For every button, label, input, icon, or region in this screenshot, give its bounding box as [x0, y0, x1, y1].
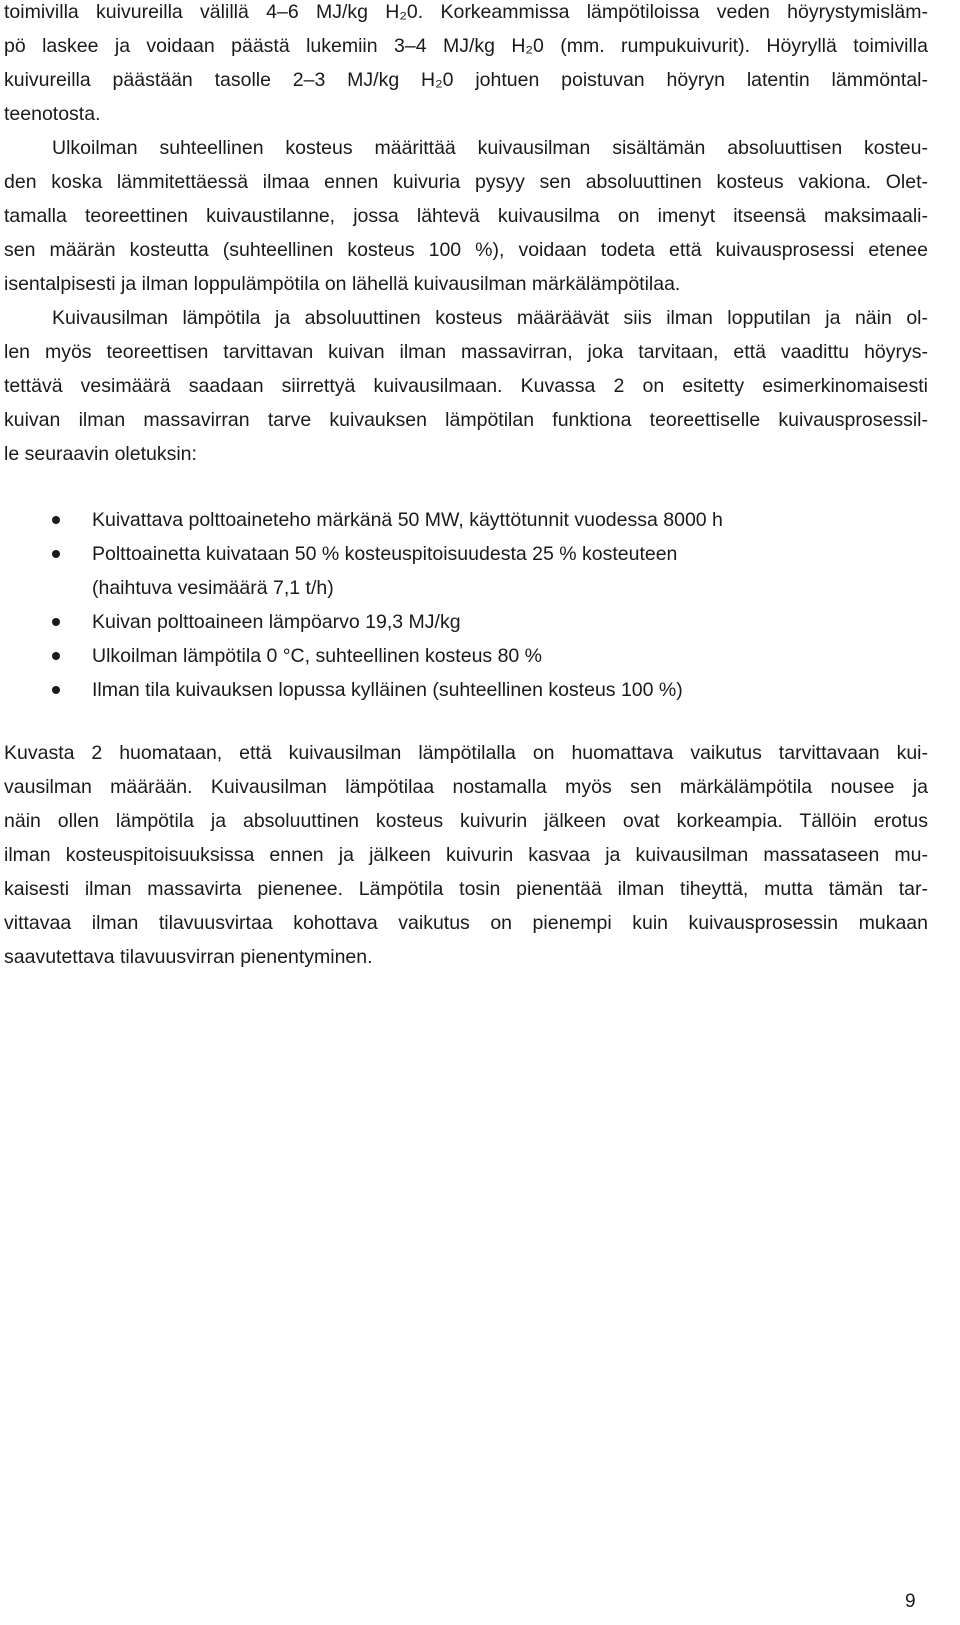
text-line: toimivilla kuivureilla välillä 4–6 MJ/kg H₂0. Korkeammissa lämpötiloissa veden höyrystymisläm- — [4, 1, 928, 23]
list-item-text: Polttoainetta kuivataan 50 % kosteuspitoisuudesta 25 % kosteuteen — [92, 543, 678, 565]
bullet-icon — [52, 550, 60, 558]
list-item-text: (haihtuva vesimäärä 7,1 t/h) — [92, 577, 334, 599]
text-line: kaisesti ilman massavirta pienenee. Lämpötila tosin pienentää ilman tiheyttä, mutta tämän tar- — [4, 878, 928, 900]
text-line: ilman kosteuspitoisuuksissa ennen ja jälkeen kuivurin kasvaa ja kuivausilman massataseen mu- — [4, 844, 928, 866]
list-item-text: Kuivattava polttoaineteho märkänä 50 MW, käyttötunnit vuodessa 8000 h — [92, 509, 723, 531]
text-line: Kuvasta 2 huomataan, että kuivausilman lämpötilalla on huomattava vaikutus tarvittavaan kui- — [4, 742, 928, 764]
list-item-text: Kuivan polttoaineen lämpöarvo 19,3 MJ/kg — [92, 611, 461, 633]
page-number: 9 — [905, 1591, 916, 1612]
text-line: le seuraavin oletuksin: — [4, 443, 197, 465]
text-line: den koska lämmitettäessä ilmaa ennen kuivuria pysyy sen absoluuttinen kosteus vakiona. Olet- — [4, 171, 928, 193]
bullet-icon — [52, 652, 60, 660]
text-line: kuivureilla päästään tasolle 2–3 MJ/kg H₂0 johtuen poistuvan höyryn latentin lämmöntal- — [4, 69, 928, 91]
list-item-text: Ilman tila kuivauksen lopussa kylläinen (suhteellinen kosteus 100 %) — [92, 679, 683, 701]
text-line: kuivan ilman massavirran tarve kuivauksen lämpötilan funktiona teoreettiselle kuivausprosessil- — [4, 409, 928, 431]
text-line: pö laskee ja voidaan päästä lukemiin 3–4 MJ/kg H₂0 (mm. rumpukuivurit). Höyryllä toimivilla — [4, 35, 928, 57]
text-line: Kuivausilman lämpötila ja absoluuttinen kosteus määräävät siis ilman lopputilan ja näin ol- — [52, 307, 928, 329]
text-line: tamalla teoreettinen kuivaustilanne, jossa lähtevä kuivausilma on imenyt itseensä maksimaali- — [4, 205, 928, 227]
list-item-text: Ulkoilman lämpötila 0 °C, suhteellinen kosteus 80 % — [92, 645, 543, 667]
text-line: sen määrän kosteutta (suhteellinen kosteus 100 %), voidaan todeta että kuivausprosessi etenee — [4, 239, 928, 261]
text-line: saavutettava tilavuusvirran pienentyminen. — [4, 946, 373, 968]
text-line: tettävä vesimäärä saadaan siirrettyä kuivausilmaan. Kuvassa 2 on esitetty esimerkinomaisesti — [4, 375, 928, 397]
bullet-icon — [52, 686, 60, 694]
bullet-icon — [52, 618, 60, 626]
text-line: len myös teoreettisen tarvittavan kuivan ilman massavirran, joka tarvitaan, että vaadittu höyrys- — [4, 341, 928, 363]
bullet-icon — [52, 516, 60, 524]
text-line: vittavaa ilman tilavuusvirtaa kohottava vaikutus on pienempi kuin kuivausprosessin mukaan — [4, 912, 928, 934]
text-line: näin ollen lämpötila ja absoluuttinen kosteus kuivurin jälkeen ovat korkeampia. Tällöin erotus — [4, 810, 928, 832]
text-line: isentalpisesti ja ilman loppulämpötila on lähellä kuivausilman märkälämpötilaa. — [4, 273, 681, 295]
text-line: Ulkoilman suhteellinen kosteus määrittää kuivausilman sisältämän absoluuttisen kosteu- — [52, 137, 928, 159]
text-line: teenotosta. — [4, 103, 101, 125]
text-line: vausilman määrään. Kuivausilman lämpötilaa nostamalla myös sen märkälämpötila nousee ja — [4, 776, 928, 798]
